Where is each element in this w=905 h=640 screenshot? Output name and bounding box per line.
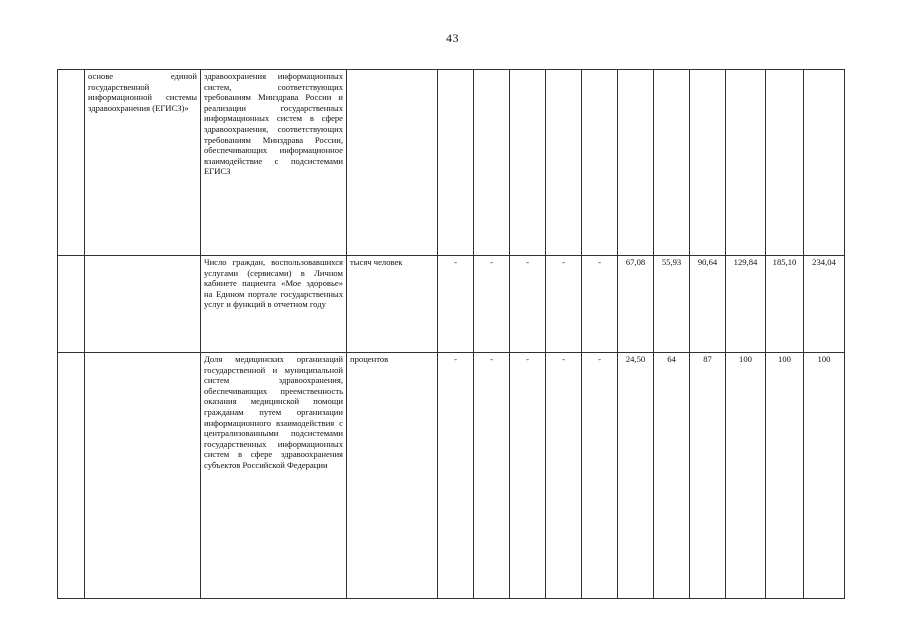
value-cell: - bbox=[474, 256, 510, 353]
value-cell bbox=[438, 70, 474, 256]
table-row bbox=[58, 353, 845, 599]
value-cell: 234,04 bbox=[804, 256, 845, 353]
value-cell bbox=[804, 70, 845, 256]
row-number-cell bbox=[58, 353, 85, 599]
project-name-cell bbox=[85, 256, 201, 353]
value-cell: - bbox=[582, 353, 618, 599]
row-number-cell bbox=[58, 256, 85, 353]
value-cell bbox=[726, 70, 766, 256]
value-cell: 90,64 bbox=[690, 256, 726, 353]
value-cell bbox=[766, 70, 804, 256]
value-cell bbox=[474, 70, 510, 256]
value-cell: 55,93 bbox=[654, 256, 690, 353]
project-name-cell: основе единой государственной информационной системы здравоохранения (ЕГИСЗ)» bbox=[85, 70, 201, 256]
indicator-name-cell: Доля медицинских организаций государственной и муниципальной систем здравоохранения, обеспечивающих преемственность оказания медицинской помощи гражданам путем организации информационного взаимодействия с централизованными подсистемами государственных информационных систем в сфере здравоохранения субъектов Российской Федерации bbox=[201, 353, 347, 599]
value-cell: - bbox=[546, 353, 582, 599]
value-cell: 67,08 bbox=[618, 256, 654, 353]
value-cell bbox=[582, 70, 618, 256]
value-cell: 64 bbox=[654, 353, 690, 599]
value-cell: - bbox=[474, 353, 510, 599]
value-cell: - bbox=[510, 256, 546, 353]
value-cell: - bbox=[582, 256, 618, 353]
value-cell bbox=[654, 70, 690, 256]
row-number-cell bbox=[58, 70, 85, 256]
value-cell: - bbox=[510, 353, 546, 599]
value-cell bbox=[618, 70, 654, 256]
indicators-table bbox=[57, 69, 845, 599]
indicator-name-cell: здравоохранения информационных систем, соответствующих требованиям Минздрава России и реализации государственных информационных систем в сфере здравоохранения, соответствующих требованиям Минздрава России, обеспечивающих информационное взаимодействие с подсистемами ЕГИСЗ bbox=[201, 70, 347, 256]
value-cell: 24,50 bbox=[618, 353, 654, 599]
table-row bbox=[58, 256, 845, 353]
project-name-cell bbox=[85, 353, 201, 599]
value-cell: 100 bbox=[804, 353, 845, 599]
value-cell: - bbox=[546, 256, 582, 353]
unit-cell: тысяч человек bbox=[347, 256, 438, 353]
value-cell: - bbox=[438, 353, 474, 599]
value-cell: - bbox=[438, 256, 474, 353]
value-cell: 100 bbox=[726, 353, 766, 599]
value-cell: 129,84 bbox=[726, 256, 766, 353]
unit-cell: процентов bbox=[347, 353, 438, 599]
unit-cell bbox=[347, 70, 438, 256]
value-cell bbox=[546, 70, 582, 256]
value-cell: 87 bbox=[690, 353, 726, 599]
value-cell bbox=[690, 70, 726, 256]
table-row bbox=[58, 70, 845, 256]
page-number: 43 bbox=[446, 31, 459, 45]
indicator-name-cell: Число граждан, воспользовавшихся услугами (сервисами) в Личном кабинете пациента «Мое здоровье» на Едином портале государственных услуг и функций в отчетном году bbox=[201, 256, 347, 353]
value-cell: 185,10 bbox=[766, 256, 804, 353]
value-cell: 100 bbox=[766, 353, 804, 599]
value-cell bbox=[510, 70, 546, 256]
